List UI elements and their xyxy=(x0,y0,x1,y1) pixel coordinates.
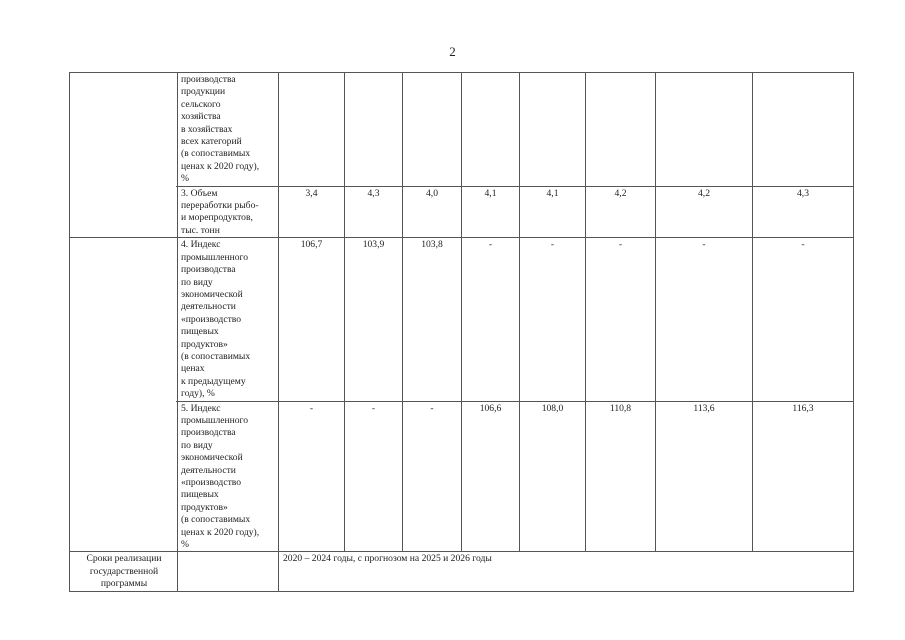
value-cell: 4,2 xyxy=(656,186,753,238)
indicators-table xyxy=(69,72,854,592)
indicator-cell xyxy=(70,401,279,552)
value-cell: - xyxy=(345,401,403,552)
value-cell: 113,6 xyxy=(656,401,753,552)
footer-divider xyxy=(177,552,178,591)
value-cell: 103,8 xyxy=(403,238,462,401)
row-text-cell: 2020 – 2024 годы, с прогнозом на 2025 и 2026 годы xyxy=(279,552,854,591)
merged-cell-mask xyxy=(70,400,176,402)
value-cell: 4,0 xyxy=(403,186,462,238)
value-cell xyxy=(403,73,462,187)
indicator-text: производства продукции сельского хозяйства в хозяйствах всех категорий (в сопоставимых ценах к 2020 году), % xyxy=(181,74,260,185)
column-divider xyxy=(177,72,178,551)
indicator-text: 5. Индекс промышленного производства по виду экономической деятельности «производство пищевых продуктов» (в сопоставимых ценах к 2020 году), % xyxy=(181,402,260,551)
value-cell: 4,1 xyxy=(520,186,586,238)
value-cell: - xyxy=(656,238,753,401)
value-cell: 3,4 xyxy=(279,186,345,238)
merged-cell-mask xyxy=(70,185,176,187)
value-cell: 110,8 xyxy=(586,401,656,552)
value-cell: - xyxy=(462,238,520,401)
value-cell: - xyxy=(586,238,656,401)
table-row xyxy=(70,73,854,187)
row-label: Сроки реализации государственной программы xyxy=(86,553,162,590)
indicator-cell xyxy=(70,73,279,187)
table-row xyxy=(70,238,854,401)
value-cell xyxy=(656,73,753,187)
value-cell: 103,9 xyxy=(345,238,403,401)
value-cell: 4,2 xyxy=(586,186,656,238)
value-cell: 4,3 xyxy=(345,186,403,238)
value-cell: - xyxy=(520,238,586,401)
value-cell xyxy=(279,73,345,187)
value-cell: 106,7 xyxy=(279,238,345,401)
value-cell: 4,1 xyxy=(462,186,520,238)
value-cell xyxy=(586,73,656,187)
table-row xyxy=(70,401,854,552)
value-cell: 108,0 xyxy=(520,401,586,552)
value-cell: 106,6 xyxy=(462,401,520,552)
table-row xyxy=(70,186,854,238)
page-number: 2 xyxy=(449,44,456,59)
value-cell: 116,3 xyxy=(753,401,854,552)
table-row xyxy=(70,552,854,591)
value-cell: - xyxy=(753,238,854,401)
value-cell xyxy=(345,73,403,187)
value-cell xyxy=(462,73,520,187)
indicator-cell xyxy=(70,186,279,238)
indicator-text: 4. Индекс промышленного производства по виду экономической деятельности «производство пищевых продуктов» (в сопоставимых ценах к предыдущему году), % xyxy=(181,239,251,400)
row-label-cell xyxy=(70,552,279,591)
value-cell: - xyxy=(279,401,345,552)
value-cell: - xyxy=(403,401,462,552)
value-cell xyxy=(520,73,586,187)
indicator-text: 3. Объем переработки рыбо- и морепродуктов, тыс. тонн xyxy=(181,187,259,236)
indicator-cell xyxy=(70,238,279,401)
value-cell: 4,3 xyxy=(753,186,854,238)
value-cell xyxy=(753,73,854,187)
